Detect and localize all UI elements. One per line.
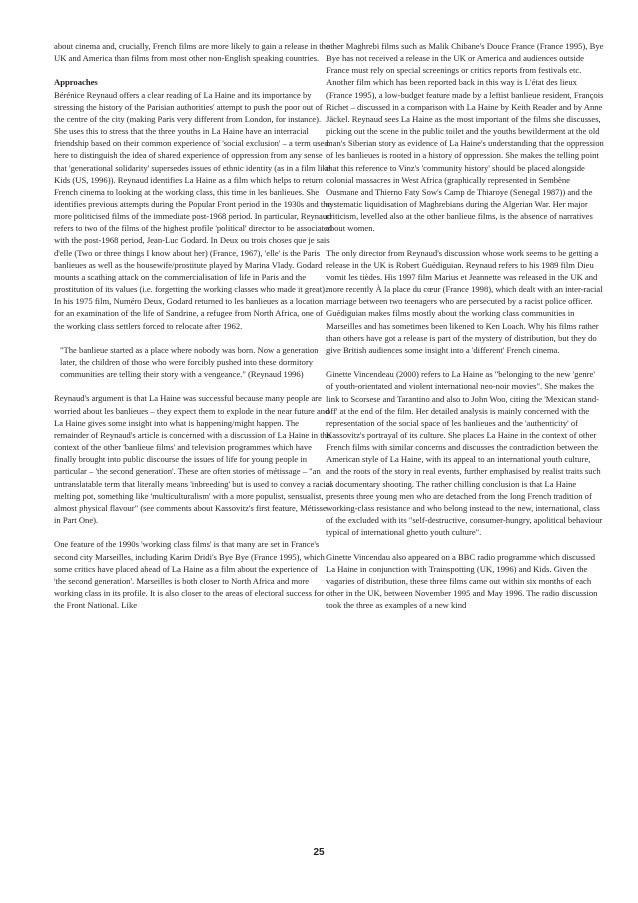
right-paragraph-1: other Maghrebi films such as Malik Chibane's Douce France (France 1995), Bye Bye has not received a release in the UK or America and audiences outside France must rely on special screenings or critics reports from festivals etc. Another film which has been reported back in this way is L'état des lieux (France 1995), a low-budget feature made by a leftist banlieue resident, François Richet – discussed in a comparison with La Haine by Keith Reader and by Anne Jäckel. Reynaud sees La Haine as the most important of the films she discusses, picking out the scene in the public toilet and the youths bewilderment at the old man's Siberian story as evidence of La Haine's understanding that the oppression of les banlieues is rooted in a history of oppression. She makes the telling point that this reference to Vinz's 'community history' should be placed alongside colonial massacres in West Africa (graphically represented in Sembène Ousmane and Thierno Faty Sow's Camp de Thiaroye (Senegal 1987)) and the systematic liquidisation of Maghrebians during the Algerian War. Her major criticism, levelled also at the other banlieue films, is the absence of narratives about women. [326, 41, 604, 234]
reynaud-quote: "The banlieue started as a place where nobody was born. Now a generation later, the children of those who were forcibly pushed into these dormitory communities are telling their story with a vengeance." (Reynaud 1996) [60, 344, 319, 380]
section-heading-approaches: Approaches [54, 77, 98, 88]
left-paragraph-4: One feature of the 1990s 'working class films' is that many are set in France's second city Marseilles, including Karim Dridi's Bye Bye (France 1995), which some critics have placed ahead of La Haine as a film about the experience of 'the second generation'. Marseilles is both closer to North Africa and more working class in its profile. It is also closer to the areas of electoral success for the Front National. Like [54, 539, 325, 611]
right-paragraph-2: The only director from Reynaud's discussion whose work seems to be getting a release in the UK is Robert Guédiguian. Reynaud refers to his 1989 film Dieu vomit les tièdes. His 1997 film Marius et Jeannette was released in the UK and more recently À la place du cœur (France 1998), which dealt with an inter-racial marriage between two teenagers who are persecuted by a racist police officer. Guédiguian makes films mostly about the working class communities in Marseilles and has sometimes been likened to Ken Loach. Why his films rather than others have got a release is part of the mystery of distribution, but they do give British audiences some insight into a 'different' French cinema. [326, 247, 603, 355]
page-number: 25 [313, 847, 325, 858]
right-paragraph-4: Ginette Vincendau also appeared on a BBC radio programme which discussed La Haine in conjunction with Trainspotting (UK, 1996) and Kids. Given the vagaries of distribution, these three films came out within six months of each other in the UK, between November 1995 and May 1996. The radio discussion took the three as examples of a new kind [326, 551, 598, 611]
left-column [54, 40, 332, 623]
left-paragraph-3: Reynaud's argument is that La Haine was successful because many people are worried about les banlieues – they expect them to explode in the near future and La Haine gives some insight into what is happening/might happen. The remainder of Reynaud's article is concerned with a discussion of La Haine in the context of the other 'banlieue films' and television programmes which have finally brought into public discourse the issues of life for young people in particular – 'the second generation'. These are often stories of métissage – "an untranslatable term that literally means 'inbreeding' but is used to convey a racial melting pot, something like 'multiculturalism' with a more populist, sensualist, almost physical flavour" (see comments about Kassovitz's first feature, Métisse in Part One). [54, 393, 333, 526]
right-column [326, 40, 604, 623]
left-paragraph-1: about cinema and, crucially, French films are more likely to gain a release in the UK and America than films from most other non-English speaking countries. [54, 41, 330, 64]
right-paragraph-3: Ginette Vincendeau (2000) refers to La Haine as "belonging to the new 'genre' of youth-orientated and violent international neo-noir movies". She makes the link to Scorsese and Tarantino and also to John Woo, citing the 'Mexican stand-off' at the end of the film. Her detailed analysis is mainly concerned with the representation of the social space of les banlieues and the 'authenticity' of Kassovitz's portrayal of its culture. She places La Haine in the context of other French films with similar concerns and discusses the contradiction between the American style of La Haine, with its appeal to an international youth culture, and the roots of the story in real events, further emphasised by realist traits such as documentary shooting. The rather chilling conclusion is that La Haine presents three young men who are detached from the long French tradition of working-class resistance and who belong instead to the new, international, class of the excluded with its "self-destructive, consumer-hungry, apolitical behaviour typical of international ghetto youth culture". [326, 369, 603, 538]
left-paragraph-2: Bérénice Reynaud offers a clear reading of La Haine and its importance by stressing the history of the Parisian authorities' attempt to push the poor out of the centre of the city (making Paris very different from London, for instance). She uses this to stress that the three youths in La Haine have an interracial friendship based on their common experience of 'social exclusion' – a term used here to distinguish the idea of shared experience of oppression from any sense that 'generational solidarity' supersedes issues of ethnic identity (as in a film like Kids (US, 1996)). Reynaud identifies La Haine as a film which helps to return French cinema to looking at the working class, this time in les banlieues. She identifies previous attempts during the Popular Front period in the 1930s and the more politicised films of the immediate post-1968 period. In particular, Reynaud refers to two of the films of the highest profile 'political' director to be associated with the post-1968 period, Jean-Luc Godard. In Deux ou trois choses que je sais d'elle (Two or three things I know about her) (France, 1967), 'elle' is the Paris banlieues as well as the housewife/prostitute played by Marina Vlady. Godard mounts a scathing attack on the commercialisation of life in Paris and the prostitution of its values (i.e. forgetting the working classes who made it great). In his 1975 film, Numéro Deux, Godard returned to les banlieues as a location for an examination of the life of Sandrine, a refugee from North Africa, one of the working class settlers forced to relocate after 1962. [54, 89, 333, 331]
